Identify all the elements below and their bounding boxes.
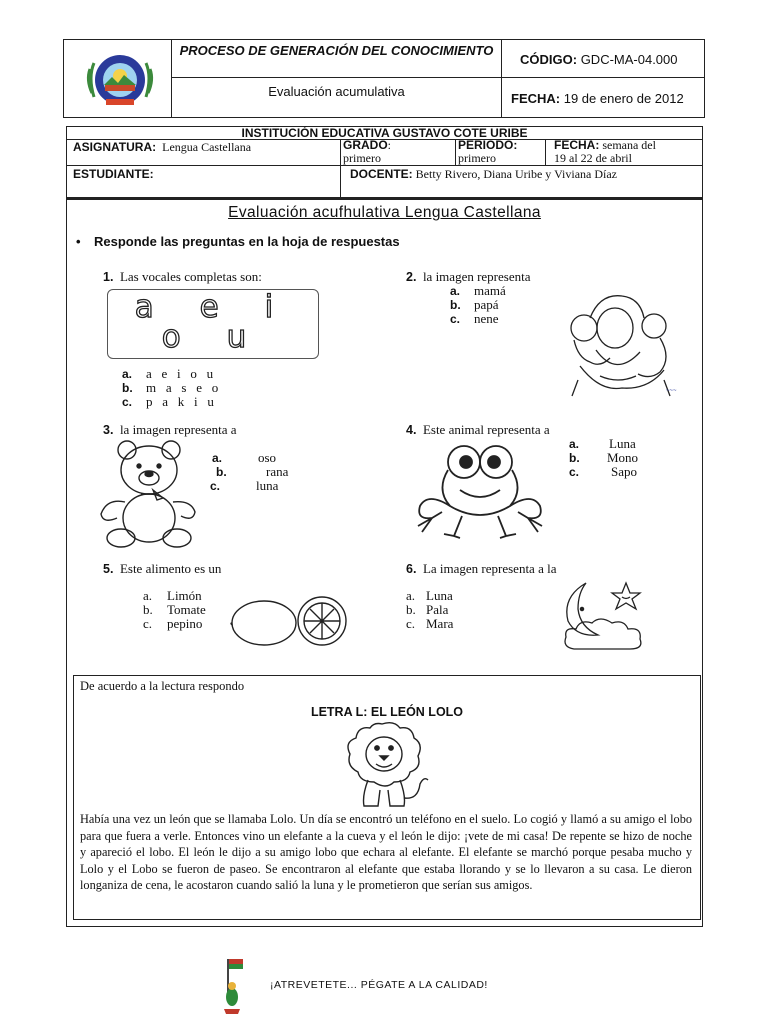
week-field: FECHA: semana del 19 al 22 de abril [554,138,656,165]
option-c[interactable]: c. nene [450,311,499,326]
question-4-options [569,437,638,479]
reading-intro: De acuerdo a la lectura respondo [80,679,245,693]
teacher-field: DOCENTE: Betty Rivero, Diana Uribe y Viviana Díaz [350,167,618,181]
option-c[interactable]: c. luna [210,478,279,493]
student-info-table [66,126,703,199]
option-b[interactable]: b. rana [216,464,289,479]
document-header [63,39,705,118]
question-5-options [143,589,206,631]
process-title: PROCESO DE GENERACIÓN DEL CONOCIMIENTO [179,43,494,58]
instruction: • Responde las preguntas en la hoja de respuestas [76,234,400,249]
question-1: 1. Las vocales completas son: [103,269,262,284]
document-code: CÓDIGO: GDC-MA-04.000 [520,52,678,67]
option-b[interactable]: b. papá [450,297,499,312]
option-a[interactable]: a. Luna [569,436,636,451]
question-6-options [406,589,453,631]
option-c[interactable]: c. pepino [143,616,203,631]
option-a[interactable]: a. Luna [406,588,453,603]
option-b[interactable]: b. m a s e o [122,380,219,395]
lion-image [342,720,430,812]
document-type: Evaluación acumulativa [268,84,405,99]
lemon-image [230,593,350,649]
question-2: 2. la imagen representa [406,269,531,284]
exam-title: Evaluación acufhulativa Lengua Castellana [228,204,541,221]
question-2-options [450,284,506,326]
mother-hugging-children-image [560,288,686,398]
question-3-options [212,451,288,493]
question-6: 6. La imagen representa a la [406,561,557,576]
flag-mascot-icon [218,957,246,1015]
option-b[interactable]: b. Tomate [143,602,206,617]
option-c[interactable]: c. Sapo [569,464,637,479]
option-c[interactable]: c. Mara [406,616,454,631]
option-c[interactable]: c. p a k i u [122,394,214,409]
period-field: PERIODO: primero [458,138,518,165]
story-text: Había una vez un león que se llamaba Lolo. Un día se encontró un teléfono en el suelo. Lo cogió y llamó a su amigo el lobo para que fuera a verle. Entonces vino un elefante a la cueva y el león le dijo: ¡vete de mi casa! De repente se hizo de noche y apareció el lobo. El león le dijo a su amigo lobo que echara al elefante. El elefante se marchó porque pesaba mucho y Lolo y el Lobo se fueron de paseo. Se encontraron al elefante que estaba llorando y se lo llevaron a su casa. Le dieron longaniza de cena, le acostaron cuando salió la luna y le prometieron que serían sus amigos. [80,812,692,893]
moon-and-star-image [560,579,656,657]
grade-field: GRADO: primero [343,138,392,165]
option-b[interactable]: b. Mono [569,450,639,465]
reading-title: LETRA L: EL LEÓN LOLO [310,705,464,719]
footer-slogan: ¡ATREVETETE... PÉGATE A LA CALIDAD! [270,979,488,991]
institution-name: INSTITUCIÓN EDUCATIVA GUSTAVO COTE URIBE [241,126,528,140]
question-1-options [122,367,218,409]
question-3: 3. la imagen representa a [103,422,237,437]
subject-field: ASIGNATURA: Lengua Castellana [73,140,252,154]
document-date: FECHA: 19 de enero de 2012 [511,91,684,106]
student-label: ESTUDIANTE: [73,167,154,181]
option-b[interactable]: b. Pala [406,602,449,617]
frog-image [410,440,552,540]
question-4: 4. Este animal representa a [406,422,550,437]
option-a[interactable]: a. oso [212,450,277,465]
option-a[interactable]: a. mamá [450,283,506,298]
question-5: 5. Este alimento es un [103,561,222,576]
teddy-bear-image [97,438,201,550]
option-a[interactable]: a. Limón [143,588,202,603]
svg-text:~~~: ~~~ [666,388,677,394]
vowels-image: a e i o u [107,289,319,359]
option-a[interactable]: a. a e i o u [122,366,214,381]
